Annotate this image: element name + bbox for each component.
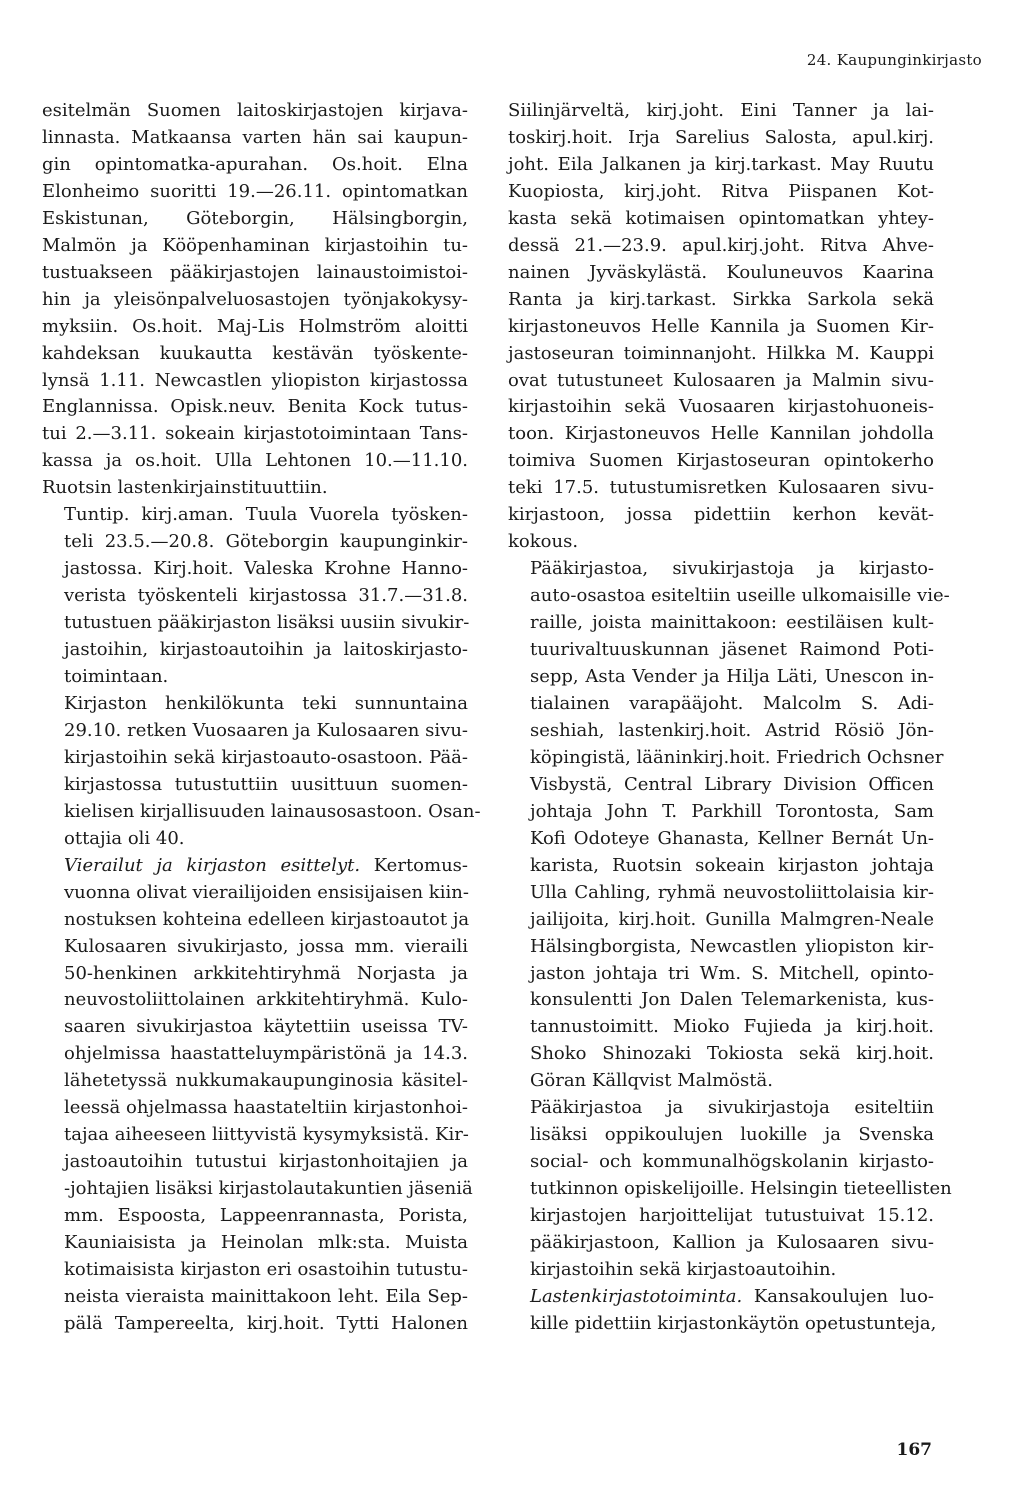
paragraph <box>508 556 950 1095</box>
text-line: jastoseuran toiminnanjoht. Hilkka M. Kauppi <box>508 342 934 364</box>
text-line: leessä ohjelmassa haastateltiin kirjastonhoi- <box>64 1097 468 1119</box>
paragraph <box>42 502 468 691</box>
text-line: auto-osastoa esiteltiin useille ulkomaisille vie- <box>530 585 950 607</box>
text-line: nostuksen kohteina edelleen kirjastoautot ja <box>64 908 470 930</box>
text-line: vuonna olivat vierailijoiden ensisijaisen kiin- <box>64 881 469 903</box>
text-line: toimintaan. <box>64 666 169 688</box>
text-line: saaren sivukirjastoa käytettiin useissa TV- <box>64 1016 468 1038</box>
text-line: Kirjaston henkilökunta teki sunnuntaina <box>64 692 468 714</box>
text-line: Elonheimo suoritti 19.—26.11. opintomatkan <box>42 180 468 202</box>
text-line: toon. Kirjastoneuvos Helle Kannilan johdolla <box>508 423 934 445</box>
text-line: Pääkirjastoa ja sivukirjastoja esiteltiin <box>530 1097 934 1119</box>
text-line: kielisen kirjallisuuden lainausosastoon. Osan- <box>64 800 481 822</box>
text-line: -johtajien lisäksi kirjastolautakuntien jäseniä <box>64 1178 473 1200</box>
text-line: ovat tutustuneet Kulosaaren ja Malmin sivu- <box>508 369 934 391</box>
text-line: kirjastoihin sekä Vuosaaren kirjastohuoneis- <box>508 396 934 418</box>
text-line: lisäksi oppikoulujen luokille ja Svenska <box>530 1124 934 1146</box>
text-line: toskirj.hoit. Irja Sarelius Salosta, apul.kirj. <box>508 126 934 148</box>
paragraph <box>508 98 934 556</box>
text-line: kirjastossa tutustuttiin uusittuun suomen- <box>64 773 468 795</box>
text-line: kokous. <box>508 531 579 553</box>
left-column <box>42 98 481 1338</box>
text-line: kirjastoon, jossa pidettiin kerhon kevät- <box>508 504 934 526</box>
text-line: seshiah, lastenkirj.hoit. Astrid Rösiö Jön- <box>530 719 934 741</box>
text-line: kirjastojen harjoittelijat tutustuivat 15.12. <box>530 1205 934 1227</box>
text-line: jaston johtaja tri Wm. S. Mitchell, opinto- <box>530 962 934 984</box>
text-line: Tuntip. kirj.aman. Tuula Vuorela työsken- <box>64 504 468 526</box>
text-line: neuvostoliittolainen arkkitehtiryhmä. Kulo- <box>64 989 468 1011</box>
text-line: 50-henkinen arkkitehtiryhmä Norjasta ja <box>64 962 468 984</box>
text-line: Vierailut ja kirjaston esittelyt. Kertomus- <box>64 854 468 876</box>
text-line: hin ja yleisönpalveluosastojen työnjakokysy- <box>42 288 468 310</box>
text-line: linnasta. Matkaansa varten hän sai kaupun- <box>42 126 468 148</box>
text-line: Kofi Odoteye Ghanasta, Kellner Bernát Un- <box>530 827 934 849</box>
text-line: 29.10. retken Vuosaaren ja Kulosaaren sivu- <box>64 719 468 741</box>
text-line: Ruotsin lastenkirjainstituuttiin. <box>42 477 328 499</box>
right-column <box>508 98 952 1338</box>
text-line: gin opintomatka-apurahan. Os.hoit. Elna <box>42 153 468 175</box>
text-line: kille pidettiin kirjastonkäytön opetustunteja, <box>530 1312 937 1334</box>
text-line: tannustoimitt. Mioko Fujieda ja kirj.hoit. <box>530 1016 934 1038</box>
text-line: pääkirjastoon, Kallion ja Kulosaaren sivu- <box>530 1232 934 1254</box>
text-line: Englannissa. Opisk.neuv. Benita Kock tutus- <box>42 396 468 418</box>
text-line: kassa ja os.hoit. Ulla Lehtonen 10.—11.10. <box>42 450 468 472</box>
text-line: tustuakseen pääkirjastojen lainaustoimistoi- <box>42 261 468 283</box>
text-line: verista työskenteli kirjastossa 31.7.—31.8. <box>64 585 468 607</box>
text-line: jailijoita, kirj.hoit. Gunilla Malmgren-Neale <box>530 908 934 930</box>
text-line: myksiin. Os.hoit. Maj-Lis Holmström aloitti <box>42 315 468 337</box>
text-line: mm. Espoosta, Lappeenrannasta, Porista, <box>64 1205 468 1227</box>
text-line: tutkinnon opiskelijoille. Helsingin tieteellisten <box>530 1178 952 1200</box>
text-line: esitelmän Suomen laitoskirjastojen kirjava- <box>42 100 468 121</box>
text-line: köpingistä, lääninkirj.hoit. Friedrich Ochsner <box>530 746 944 768</box>
text-line: johtaja John T. Parkhill Torontosta, Sam <box>530 800 934 822</box>
text-line: lähetetyssä nukkumakaupunginosia käsitel- <box>64 1070 468 1092</box>
text-line: Malmön ja Kööpenhaminan kirjastoihin tu- <box>42 234 468 256</box>
text-line: jastoihin, kirjastoautoihin ja laitoskirjasto- <box>64 639 468 661</box>
text-line: Pääkirjastoa, sivukirjastoja ja kirjasto- <box>530 558 934 580</box>
text-line: kirjastoihin sekä kirjastoautoihin. <box>530 1258 837 1280</box>
text-line: Hälsingborgista, Newcastlen yliopiston kir- <box>530 935 934 957</box>
text-line: teki 17.5. tutustumisretken Kulosaaren sivu- <box>508 477 934 499</box>
text-line: joht. Eila Jalkanen ja kirj.tarkast. May Ruutu <box>508 153 934 175</box>
text-line: toimiva Suomen Kirjastoseuran opintokerho <box>508 450 934 472</box>
text-line: Göran Källqvist Malmöstä. <box>530 1070 773 1092</box>
text-line: pälä Tampereelta, kirj.hoit. Tytti Halonen <box>64 1312 468 1334</box>
text-line: Siilinjärveltä, kirj.joht. Eini Tanner ja lai- <box>508 100 934 121</box>
text-line: kirjastoneuvos Helle Kannila ja Suomen Kir- <box>508 315 934 337</box>
text-line: nainen Jyväskylästä. Kouluneuvos Kaarina <box>508 261 934 283</box>
paragraph <box>42 98 468 502</box>
text-line: Kauniaisista ja Heinolan mlk:sta. Muista <box>64 1232 468 1254</box>
text-line: Lastenkirjastotoiminta. Kansakoulujen luo- <box>530 1285 934 1307</box>
paragraph <box>42 853 473 1338</box>
text-line: Kulosaaren sivukirjasto, jossa mm. vieraili <box>64 935 468 957</box>
text-line: tajaa aiheeseen liittyvistä kysymyksistä. Kir- <box>64 1124 469 1146</box>
text-line: Ranta ja kirj.tarkast. Sirkka Sarkola sekä <box>508 288 934 310</box>
text-line: Ulla Cahling, ryhmä neuvostoliittolaisia kir- <box>530 881 934 903</box>
running-head: 24. Kaupunginkirjasto <box>806 51 982 69</box>
section-heading: Vierailut ja kirjaston esittelyt. <box>64 854 361 876</box>
text-line: ohjelmissa haastatteluympäristönä ja 14.3. <box>64 1043 468 1065</box>
text-line: kasta sekä kotimaisen opintomatkan yhtey- <box>508 207 934 229</box>
text-line: kahdeksan kuukautta kestävän työskente- <box>42 342 468 364</box>
text-line: raille, joista mainittakoon: eestiläisen kult- <box>530 612 934 634</box>
text-line: Shoko Shinozaki Tokiosta sekä kirj.hoit. <box>530 1043 934 1065</box>
text-line: Kuopiosta, kirj.joht. Ritva Piispanen Kot- <box>508 180 934 202</box>
text-line: tialainen varapääjoht. Malcolm S. Adi- <box>530 692 934 714</box>
text-line: tuurivaltuuskunnan jäsenet Raimond Poti- <box>530 639 934 661</box>
text-line: jastoautoihin tutustui kirjastonhoitajien ja <box>64 1151 468 1173</box>
text-line: ottajia oli 40. <box>64 827 185 849</box>
text-line: teli 23.5.—20.8. Göteborgin kaupunginkir- <box>64 531 468 553</box>
text-line: dessä 21.—23.9. apul.kirj.joht. Ritva Ahve- <box>508 234 934 256</box>
text-line: karista, Ruotsin sokeain kirjaston johtaja <box>530 854 934 876</box>
section-heading: Lastenkirjastotoiminta. <box>530 1285 743 1307</box>
text-line: tui 2.—3.11. sokeain kirjastotoimintaan Tans- <box>42 423 468 445</box>
text-line: Visbystä, Central Library Division Officen <box>530 773 934 795</box>
text-line: tutustuen pääkirjaston lisäksi uusiin sivukir- <box>64 612 470 634</box>
page-number: 167 <box>896 1440 932 1460</box>
text-line: neista vieraista mainittakoon leht. Eila Sep- <box>64 1285 468 1307</box>
text-line: social- och kommunalhögskolanin kirjasto- <box>530 1151 934 1173</box>
text-line: sepp, Asta Vender ja Hilja Läti, Unescon in- <box>530 666 934 688</box>
text-line: kirjastoihin sekä kirjastoauto-osastoon. Pää- <box>64 746 468 768</box>
text-line: lynsä 1.11. Newcastlen yliopiston kirjastossa <box>42 369 468 391</box>
text-line: konsulentti Jon Dalen Telemarkenista, kus- <box>530 989 934 1011</box>
paragraph <box>42 691 481 853</box>
paragraph <box>508 1095 952 1284</box>
text-line: Eskistunan, Göteborgin, Hälsingborgin, <box>42 207 468 229</box>
text-line: jastossa. Kirj.hoit. Valeska Krohne Hanno- <box>64 558 468 580</box>
text-line: kotimaisista kirjaston eri osastoihin tutustu- <box>64 1258 468 1280</box>
paragraph <box>508 1284 937 1338</box>
